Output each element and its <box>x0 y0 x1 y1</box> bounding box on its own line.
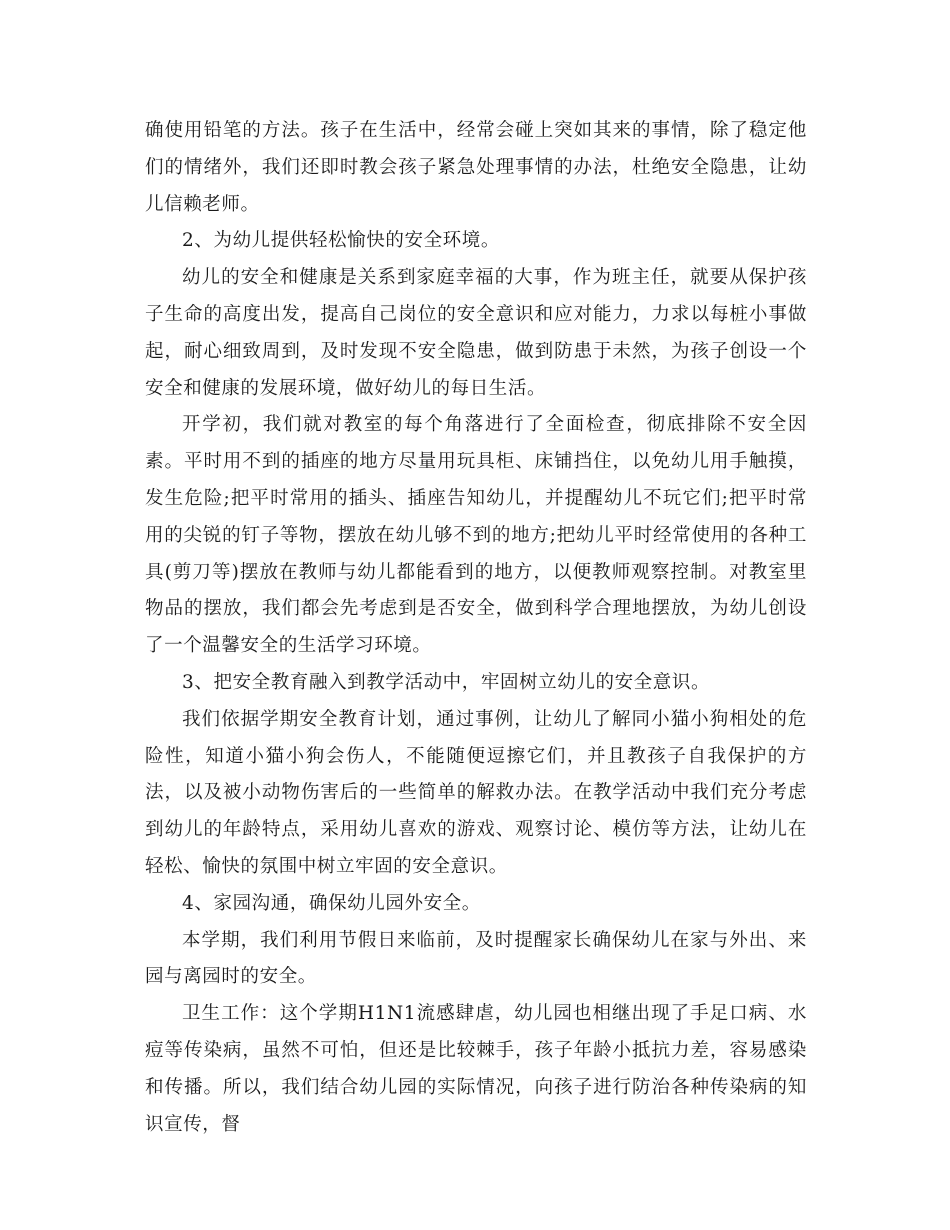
section-heading-4: 4、家园沟通，确保幼儿园外安全。 <box>182 892 481 914</box>
paragraph: 幼儿的安全和健康是关系到家庭幸福的大事，作为班主任，就要从保护孩子生命的高度出发，提高自己岗位的安全意识和应对能力，力求以每桩小事做起，耐心细致周到，及时发现不安全隐患，做到防患于未然，为孩子创设一个安全和健康的发展环境，做好幼儿的每日生活。 <box>145 267 807 399</box>
section-heading-2: 2、为幼儿提供轻松愉快的安全环境。 <box>182 230 500 252</box>
section-heading-3: 3、把安全教育融入到教学活动中，牢固树立幼儿的安全意识。 <box>182 671 711 693</box>
paragraph: 本学期，我们利用节假日来临前，及时提醒家长确保幼儿在家与外出、来园与离园时的安全。 <box>145 929 807 988</box>
paragraph-continuation: 确使用铅笔的方法。孩子在生活中，经常会碰上突如其来的事情，除了稳定他们的情绪外，我们还即时教会孩子紧急处理事情的办法，杜绝安全隐患，让幼儿信赖老师。 <box>145 120 807 215</box>
document-body <box>145 113 807 1143</box>
paragraph: 我们依据学期安全教育计划，通过事例，让幼儿了解同小猫小狗相处的危险性，知道小猫小狗会伤人，不能随便逗擦它们，并且教孩子自我保护的方法，以及被小动物伤害后的一些简单的解救办法。在教学活动中我们充分考虑到幼儿的年龄特点，采用幼儿喜欢的游戏、观察讨论、模仿等方法，让幼儿在轻松、愉快的氛围中树立牢固的安全意识。 <box>145 708 807 877</box>
paragraph: 卫生工作：这个学期H1N1流感肆虐，幼儿园也相继出现了手足口病、水痘等传染病，虽然不可怕，但还是比较棘手，孩子年龄小抵抗力差，容易感染和传播。所以，我们结合幼儿园的实际情况，向孩子进行防治各种传染病的知识宣传，督 <box>145 1003 807 1135</box>
paragraph: 开学初，我们就对教室的每个角落进行了全面检查，彻底排除不安全因素。平时用不到的插座的地方尽量用玩具柜、床铺挡住，以免幼儿用手触摸，发生危险;把平时常用的插头、插座告知幼儿，并提醒幼儿不玩它们;把平时常用的尖锐的钉子等物，摆放在幼儿够不到的地方;把幼儿平时经常使用的各种工具(剪刀等)摆放在教师与幼儿都能看到的地方，以便教师观察控制。对教室里物品的摆放，我们都会先考虑到是否安全，做到科学合理地摆放，为幼儿创设了一个温馨安全的生活学习环境。 <box>145 414 807 657</box>
